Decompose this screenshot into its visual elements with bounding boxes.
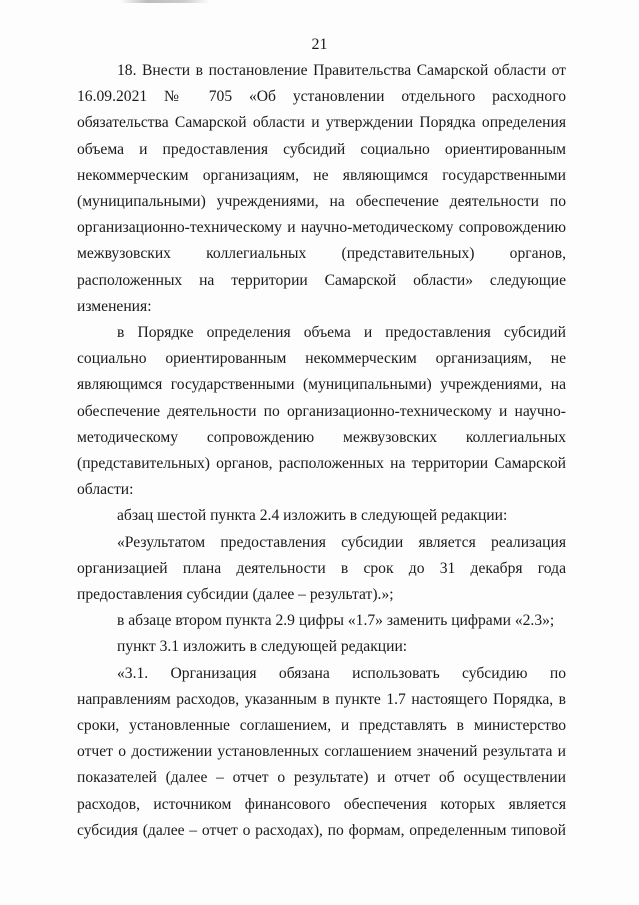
document-body — [77, 58, 566, 844]
paragraph-item-2-9: в абзаце втором пункта 2.9 цифры «1.7» заменить цифрами «2.3»; — [117, 612, 555, 630]
paragraph-item-18: 18. Внести в постановление Правительства Самарской области от 16.09.2021 № 705 «Об установлении отдельного расходного обязательства Самарской области и утверждении Порядка определения объема и предоставления субсидий социально ориентированным некоммерческим организациям, не являющимся государственными (муниципальными) учреждениями, на обеспечение деятельности по организационно-техническому и научно-методическому сопровождению межвузовских коллегиальных (представительных) органов, расположенных на территории Самарской области» следующие изменения: — [77, 62, 566, 315]
scan-artifact — [120, 0, 210, 3]
paragraph-order-amendment: в Порядке определения объема и предоставления субсидий социально ориентированным некоммерческим организациям, не являющимся государственными (муниципальными) учреждениями, на обеспечение деятельности по организационно-техническому и научно-методическому сопровождению межвузовских коллегиальных (представительных) органов, расположенных на территории Самарской области: — [77, 324, 566, 499]
paragraph-result-definition: «Результатом предоставления субсидии является реализация организацией плана деятельности в срок до 31 декабря года предоставления субсидии (далее – результат).»; — [77, 533, 566, 604]
page-number: 21 — [311, 36, 328, 53]
paragraph-item-3-1-heading: пункт 3.1 изложить в следующей редакции: — [117, 638, 408, 656]
paragraph-abzac-2-4: абзац шестой пункта 2.4 изложить в следующей редакции: — [117, 507, 508, 525]
paragraph-item-3-1-text: «3.1. Организация обязана использовать субсидию по направлениям расходов, указанным в пункте 1.7 настоящего Порядка, в сроки, установленные соглашением, и представлять в министерство отчет о достижении установленных соглашением значений результата и показателей (далее – отчет о результате) и отчет об осуществлении расходов, источником финансового обеспечения которых является субсидия (далее – отчет о расходах), по формам, определенным типовой — [77, 664, 566, 839]
